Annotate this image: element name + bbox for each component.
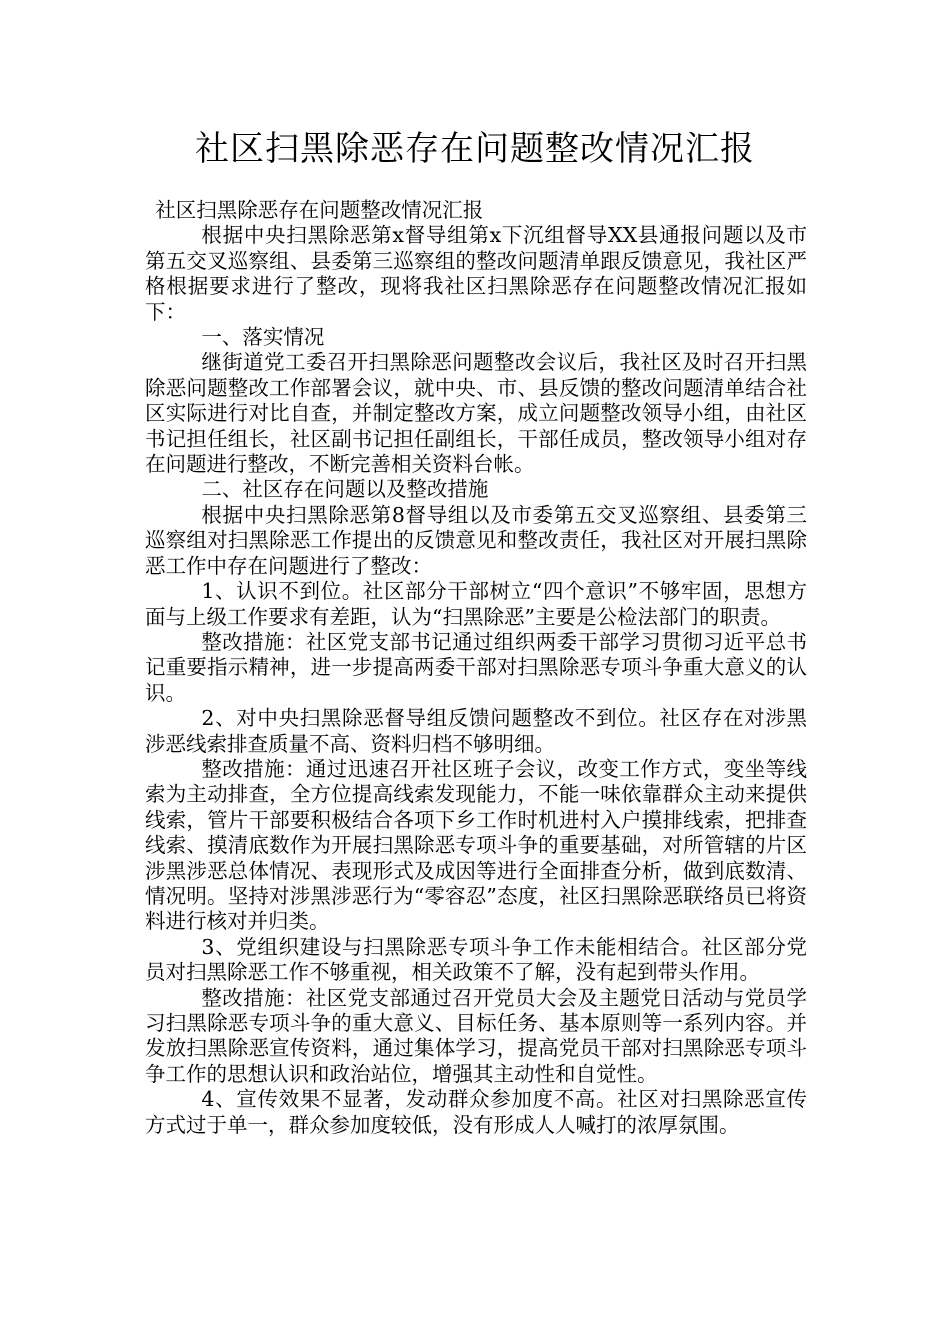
implementation-paragraph: 继街道党工委召开扫黑除恶问题整改会议后，我社区及时召开扫黑除恶问题整改工作部署会议，就中央、市、县反馈的整改问题清单结合社区实际进行对比自查，并制定整改方案，成立问题整改领导小组，由社区书记担任组长，社区副书记担任副组长，干部任成员，整改领导小组对存在问题进行整改，不断完善相关资料台帐。 (145, 350, 807, 477)
measure-1-paragraph: 整改措施：社区党支部书记通过组织两委干部学习贯彻习近平总书记重要指示精神，进一步提高两委干部对扫黑除恶专项斗争重大意义的认识。 (145, 629, 807, 705)
intro-paragraph: 根据中央扫黑除恶第x督导组第x下沉组督导XX县通报问题以及市第五交叉巡察组、县委第三巡察组的整改问题清单跟反馈意见，我社区严格根据要求进行了整改，现将我社区扫黑除恶存在问题整改情况汇报如下： (145, 223, 807, 324)
section-heading-implementation: 一、落实情况 (201, 325, 325, 350)
problem-4-paragraph: 4、宣传效果不显著，发动群众参加度不高。社区对扫黑除恶宣传方式过于单一，群众参加度较低，没有形成人人喊打的浓厚氛围。 (145, 1087, 807, 1137)
problem-3-paragraph: 3、党组织建设与扫黑除恶专项斗争工作未能相结合。社区部分党员对扫黑除恶工作不够重视，相关政策不了解，没有起到带头作用。 (145, 934, 807, 985)
section-heading-problems: 二、社区存在问题以及整改措施 (201, 477, 489, 502)
problem-1-paragraph: 1、认识不到位。社区部分干部树立“四个意识”不够牢固，思想方面与上级工作要求有差距，认为“扫黑除恶”主要是公检法部门的职责。 (145, 579, 807, 629)
measure-2-paragraph: 整改措施：通过迅速召开社区班子会议，改变工作方式，变坐等线索为主动排查，全方位提高线索发现能力，不能一味依靠群众主动来提供线索，管片干部要积极结合各项下乡工作时机进村入户摸排线索，把排查线索、摸清底数作为开展扫黑除恶专项斗争的重要基础，对所管辖的片区涉黑涉恶总体情况、表现形式及成因等进行全面排查分析，做到底数清、情况明。坚持对涉黑涉恶行为“零容忍”态度，社区扫黑除恶联络员已将资料进行核对并归类。 (145, 756, 807, 934)
problem-2-paragraph: 2、对中央扫黑除恶督导组反馈问题整改不到位。社区存在对涉黑涉恶线索排查质量不高、资料归档不够明细。 (145, 706, 807, 756)
document-subtitle: 社区扫黑除恶存在问题整改情况汇报 (155, 198, 484, 222)
measure-3-paragraph: 整改措施：社区党支部通过召开党员大会及主题党日活动与党员学习扫黑除恶专项斗争的重大意义、目标任务、基本原则等一系列内容。并发放扫黑除恶宣传资料，通过集体学习，提高党员干部对扫黑除恶专项斗争工作的思想认识和政治站位，增强其主动性和自觉性。 (145, 985, 807, 1086)
document-title: 社区扫黑除恶存在问题整改情况汇报 (195, 129, 755, 169)
problems-intro-paragraph: 根据中央扫黑除恶第8督导组以及市委第五交叉巡察组、县委第三巡察组对扫黑除恶工作提出的反馈意见和整改责任，我社区对开展扫黑除恶工作中存在问题进行了整改： (145, 502, 807, 578)
document-body (145, 198, 807, 1138)
